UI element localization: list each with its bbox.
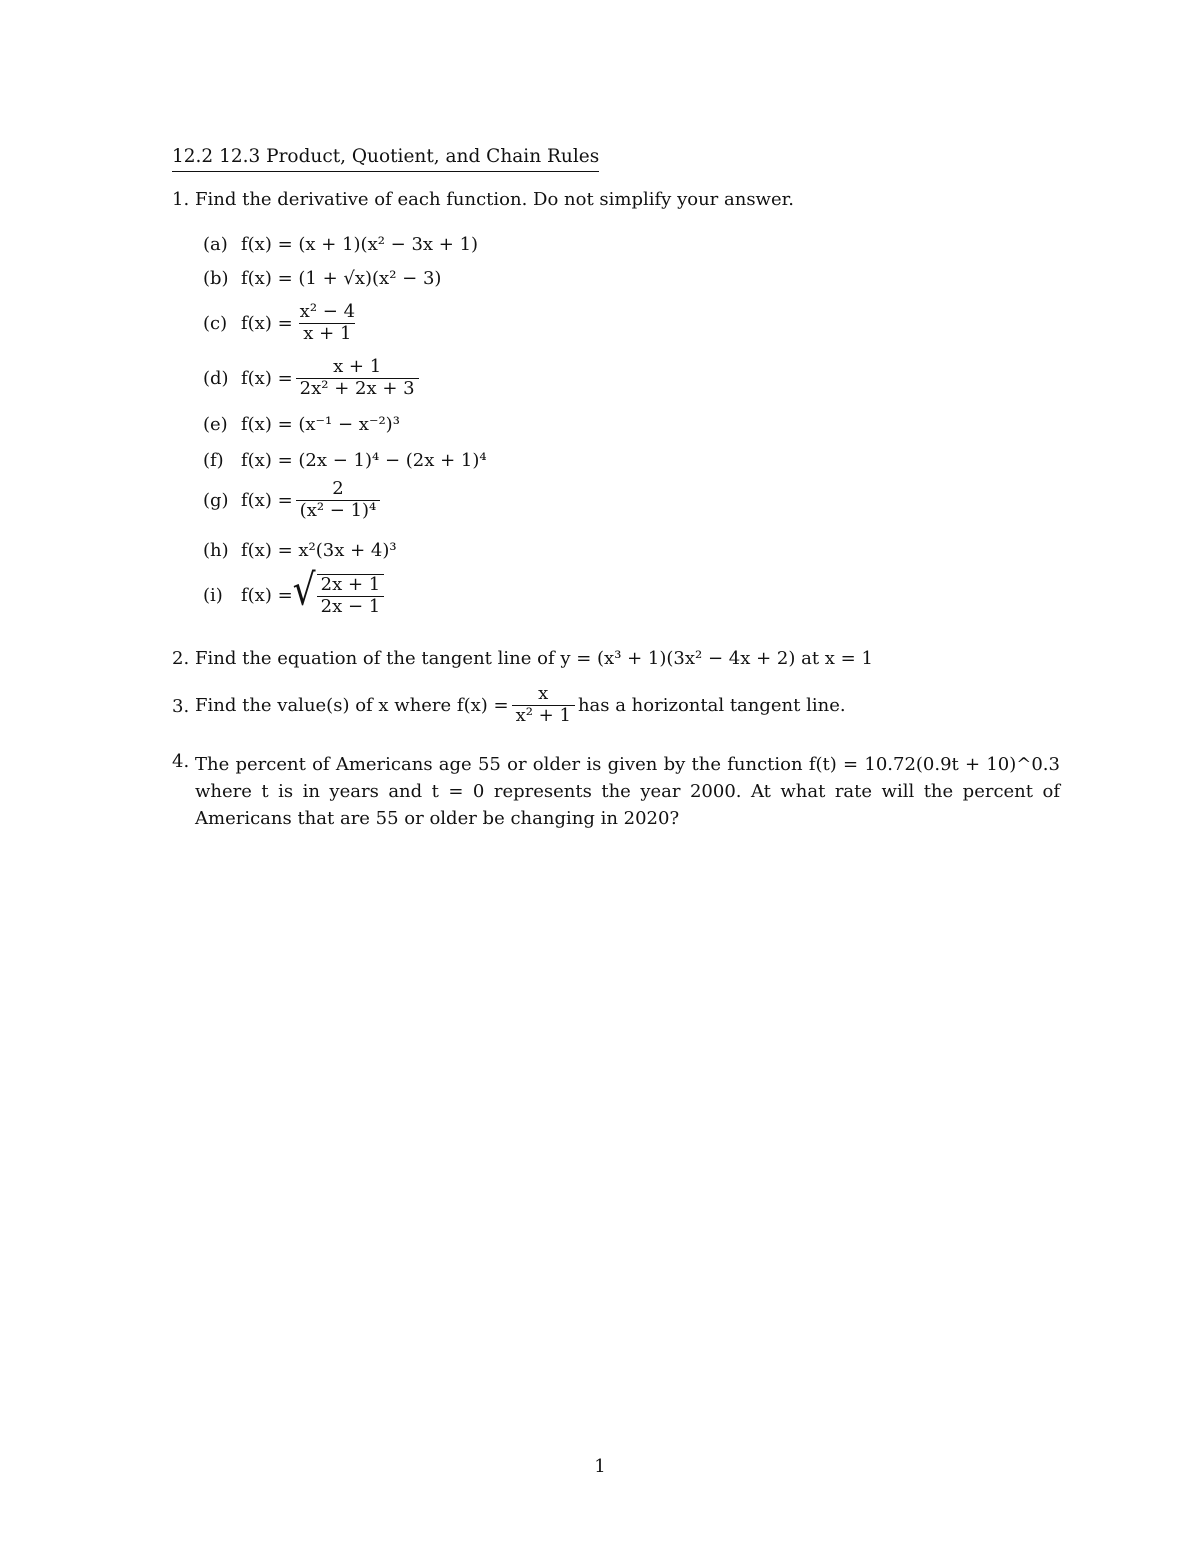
question-number: 2. <box>172 648 190 669</box>
part-label: (g) <box>203 489 229 511</box>
part-lhs: f(x) = <box>241 489 293 511</box>
part-c <box>203 302 362 344</box>
numerator: 2x + 1 <box>320 574 381 595</box>
part-expression: f(x) = x²(3x + 4)³ <box>241 540 397 561</box>
part-lhs: f(x) = <box>241 312 293 334</box>
part-label: (h) <box>203 540 229 561</box>
denominator: 2x² + 2x + 3 <box>296 378 419 400</box>
part-expression: f(x) = (2x − 1)⁴ − (2x + 1)⁴ <box>241 450 487 471</box>
fraction <box>296 302 359 344</box>
denominator: (x² − 1)⁴ <box>296 500 381 522</box>
part-g <box>203 479 383 521</box>
question-4-text: The percent of Americans age 55 or older is given by the function f(t) = 10.72(0.9t + 10)^0.3 where t is in years and t = 0 represents the year 2000. At what rate will the percent of Americans that are 55 or older be changing in 2020? <box>195 754 1060 829</box>
part-lhs: f(x) = <box>241 367 293 389</box>
numerator: x + 1 <box>333 356 382 377</box>
part-label: (a) <box>203 234 228 255</box>
part-label: (b) <box>203 268 229 289</box>
part-i <box>203 566 387 617</box>
question-text-pre: Find the value(s) of x where f(x) = <box>195 694 509 716</box>
fraction <box>296 479 381 521</box>
question-number: 4. <box>172 751 190 772</box>
question-number: 1. <box>172 189 190 210</box>
denominator: 2x − 1 <box>317 596 385 618</box>
question-number: 3. <box>172 696 190 717</box>
part-lhs: f(x) = <box>241 585 293 607</box>
part-f <box>203 450 487 471</box>
fraction <box>317 574 385 617</box>
part-label: (f) <box>203 450 224 471</box>
part-expression: f(x) = (x⁻¹ − x⁻²)³ <box>241 414 400 435</box>
question-text: Find the derivative of each function. Do not simplify your answer. <box>195 189 794 210</box>
numerator: x² − 4 <box>299 301 356 322</box>
page-number: 1 <box>594 1456 606 1477</box>
square-root <box>292 566 388 617</box>
part-label: (e) <box>203 414 228 435</box>
part-label: (i) <box>203 585 223 607</box>
denominator: x + 1 <box>299 323 355 345</box>
part-label: (c) <box>203 312 228 334</box>
fraction <box>512 684 575 726</box>
denominator: x² + 1 <box>512 705 575 727</box>
page-title: 12.2 12.3 Product, Quotient, and Chain Rules <box>172 146 599 172</box>
numerator: 2 <box>332 478 344 499</box>
part-label: (d) <box>203 367 229 389</box>
radical-sign-icon: √ <box>292 566 316 616</box>
part-b <box>203 268 441 289</box>
part-d <box>203 357 422 399</box>
part-expression: f(x) = (1 + √x)(x² − 3) <box>241 268 442 289</box>
numerator: x <box>538 683 549 704</box>
part-expression: f(x) = (x + 1)(x² − 3x + 1) <box>241 234 479 255</box>
part-e <box>203 414 400 435</box>
fraction <box>296 357 419 399</box>
question-text-post: has a horizontal tangent line. <box>577 694 846 716</box>
part-a <box>203 234 478 255</box>
part-h <box>203 540 397 561</box>
question-text <box>195 684 846 726</box>
question-text: Find the equation of the tangent line of y = (x³ + 1)(3x² − 4x + 2) at x = 1 <box>195 648 873 669</box>
